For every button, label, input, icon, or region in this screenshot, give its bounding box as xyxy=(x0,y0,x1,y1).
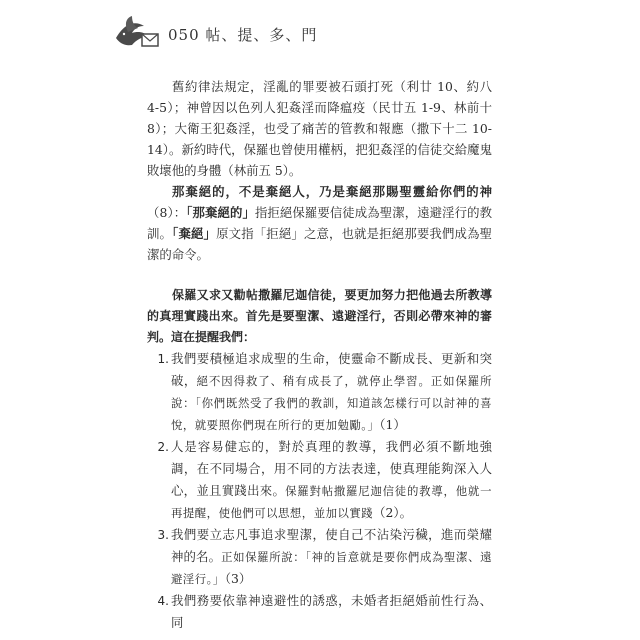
verse-ref: （8）： xyxy=(147,205,187,220)
list-item-quote: 正如保羅所說：「神的旨意就是要你們成為聖潔、遠避淫行。」 xyxy=(171,550,492,586)
dove-with-envelope-icon xyxy=(114,14,162,54)
list-item xyxy=(147,590,492,634)
page-header xyxy=(114,14,317,54)
list-item xyxy=(147,348,492,436)
term-reject: 「棄絕」 xyxy=(172,226,217,241)
paragraph-reject xyxy=(147,181,492,265)
list-item-ref: （3） xyxy=(224,571,252,586)
list-number: 3. xyxy=(157,528,169,542)
list-number: 4. xyxy=(157,594,169,608)
list-item-body xyxy=(171,590,492,634)
list-item-body xyxy=(171,348,492,436)
section-spacer xyxy=(147,265,492,285)
list-item-text: 我們要立志凡事追求聖潔，使自己不沾染污穢，進而榮耀神的名。 xyxy=(171,527,492,564)
page-body xyxy=(147,76,492,634)
term-rejecter: 「那棄絕的」 xyxy=(186,205,255,220)
list-item-ref: （1） xyxy=(379,417,406,432)
list-item-ref: （2）。 xyxy=(373,505,413,520)
list-item xyxy=(147,436,492,524)
verse-quote: 那棄絕的，不是棄絕人，乃是棄絕那賜聖靈給你們的神 xyxy=(172,184,492,199)
list-item-quote: 絕不因得救了、稍有成長了，就停止學習。正如保羅所說：「你們既然受了我們的教訓，知道該怎樣行可以討神的喜悅，就要照你們現在所行的更加勉勵。」 xyxy=(171,374,492,432)
list-number: 1. xyxy=(157,352,169,366)
list-item-quote: 保羅對帖撒羅尼迦信徒的教導，他就一再提醒，使他們可以思想，並加以實踐 xyxy=(171,484,492,520)
list-item-text: 我們務要依靠神遠避性的誘惑，未婚者拒絕婚前性行為、同 xyxy=(171,593,492,630)
chapter-title: 050 帖、提、多、門 xyxy=(168,25,318,44)
explanation-text: 指拒絕保羅要信徒成為聖潔，遠避淫行的教訓。 xyxy=(147,205,493,241)
paragraph-application: 保羅又求又勸帖撒羅尼迦信徒，要更加努力把他過去所教導的真理實踐出來。首先是要聖潔、遠避淫行，否則必帶來神的審判。這在提醒我們： xyxy=(147,288,492,344)
paragraph-law: 舊約律法規定，淫亂的罪要被石頭打死（利廿 10、約八 4-5）；神曾因以色列人犯姦淫而降瘟疫（民廿五 1-9、林前十 8）；大衛王犯姦淫，也受了痛苦的管教和報應（撒下十二 10-14）。新約時代，保羅也曾使用權柄，把犯姦淫的信徒交給魔鬼敗壞他的身體（林前五 5）。 xyxy=(147,79,492,178)
list-item-body xyxy=(171,436,492,524)
list-item-text: 人是容易健忘的，對於真理的教導，我們必須不斷地強調，在不同場合，用不同的方法表達，使真理能夠深入人心，並且實踐出來。 xyxy=(171,439,492,498)
list-item-text: 我們要積極追求成聖的生命，使靈命不斷成長、更新和突破， xyxy=(171,351,492,388)
application-list xyxy=(147,348,492,634)
list-item xyxy=(147,524,492,590)
explanation-end: 原文指「拒絕」之意，也就是拒絕那要我們成為聖潔的命令。 xyxy=(147,226,493,262)
list-number: 2. xyxy=(157,440,169,454)
list-item-body xyxy=(171,524,492,590)
